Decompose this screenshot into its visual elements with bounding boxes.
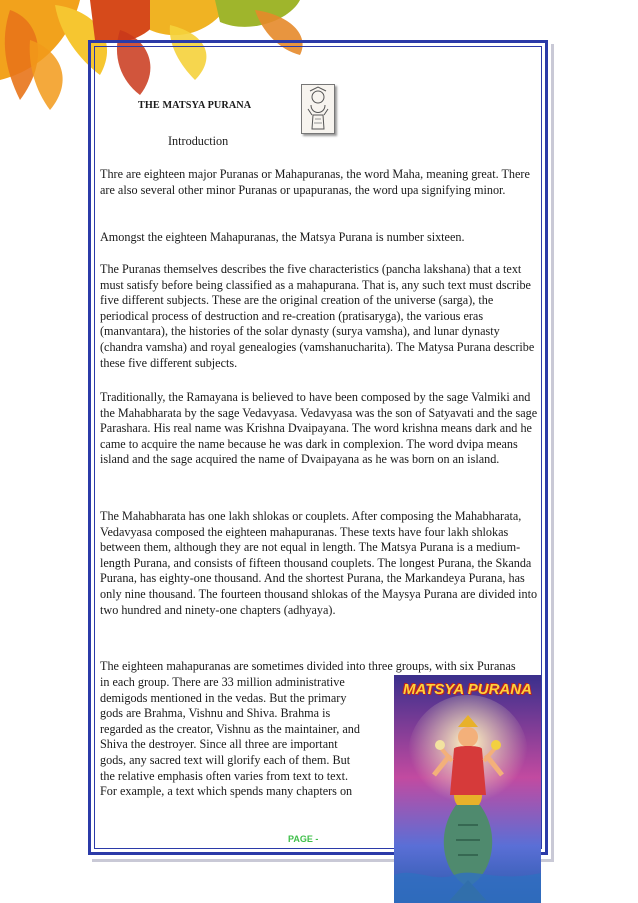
matsya-purana-cover-image bbox=[394, 675, 541, 903]
paragraph-6-first-line: The eighteen mahapuranas are sometimes divided into three groups, with six Puranas bbox=[100, 659, 516, 673]
paragraph-4: Traditionally, the Ramayana is believed to have been composed by the sage Valmiki and the Mahabharata by the sage Vedavyasa. Vedavyasa was the son of Satyavati and the sage Parashara. His real name was Krishna Dvaipayana. The word krishna means dark and he came to acquire the name because he was dark in complexion. The word dvipa means island and the sage acquired the name of Dvaipayana as he was born on an island. bbox=[100, 390, 538, 467]
paragraph-6-line: gods are Brahma, Vishnu and Shiva. Brahma is bbox=[100, 706, 331, 721]
paragraph-3: The Puranas themselves describes the five characteristics (pancha lakshana) that a text must satisfy before being classified as a mahapurana. That is, any such text must dscribe five different subjects. These are the original creation of the universe (sarga), the periodical process of destruction and re-creation (pratisaryga), the various eras (manvantara), the histories of the solar dynasty (surya vamsha), and lunar dynasty (chandra vamsha) and royal genealogies (vamshanucharita). The Matysa Purana describe these five different subjects. bbox=[100, 262, 535, 370]
paragraph-6-line: For example, a text which spends many chapters on bbox=[100, 784, 353, 799]
paragraph-2: Amongst the eighteen Mahapuranas, the Matsya Purana is number sixteen. bbox=[100, 230, 465, 244]
paragraph-6-line: the relative emphasis often varies from text to text. bbox=[100, 768, 349, 783]
paragraph-1: Thre are eighteen major Puranas or Mahapuranas, the word Maha, meaning great. There are also several other minor Puranas or upapuranas, the word upa signifying minor. bbox=[100, 167, 530, 197]
page-number-label: PAGE - bbox=[288, 834, 319, 844]
paragraph-6-line: in each group. There are 33 million administrative bbox=[100, 675, 345, 689]
deity-thumbnail-image bbox=[301, 84, 335, 134]
document-title: THE MATSYA PURANA bbox=[138, 100, 252, 111]
deity-sketch-icon bbox=[302, 85, 334, 133]
cover-artwork bbox=[394, 675, 541, 903]
paragraph-6-line: demigods mentioned in the vedas. But the primary bbox=[100, 690, 347, 705]
paragraph-6-line: regarded as the creator, Vishnu as the maintainer, and bbox=[100, 721, 360, 736]
section-subtitle: Introduction bbox=[168, 134, 229, 148]
paragraph-6-line: gods, any sacred text will glorify each of them. But bbox=[100, 753, 351, 767]
cover-title: MATSYA PURANA bbox=[403, 681, 532, 698]
paragraph-6-line: Shiva the destroyer. Since all three are important bbox=[100, 737, 338, 752]
paragraph-5: The Mahabharata has one lakh shlokas or couplets. After composing the Mahabharata, Vedavyasa composed the eighteen mahapuranas. These texts have four lakh shlokas between them, although they are not equal in length. The Matsya Purana is a medium-length Purana, and consists of fifteen thousand couplets. The longest Purana, the Skanda Purana, has eighty-one thousand. And the shortest Purana, the Markandeya Purana, has only nine thousand. The fourteen thousand shlokas of the Maysya Purana are divided into two hundred and ninety-one chapters (adhyaya). bbox=[100, 509, 538, 617]
